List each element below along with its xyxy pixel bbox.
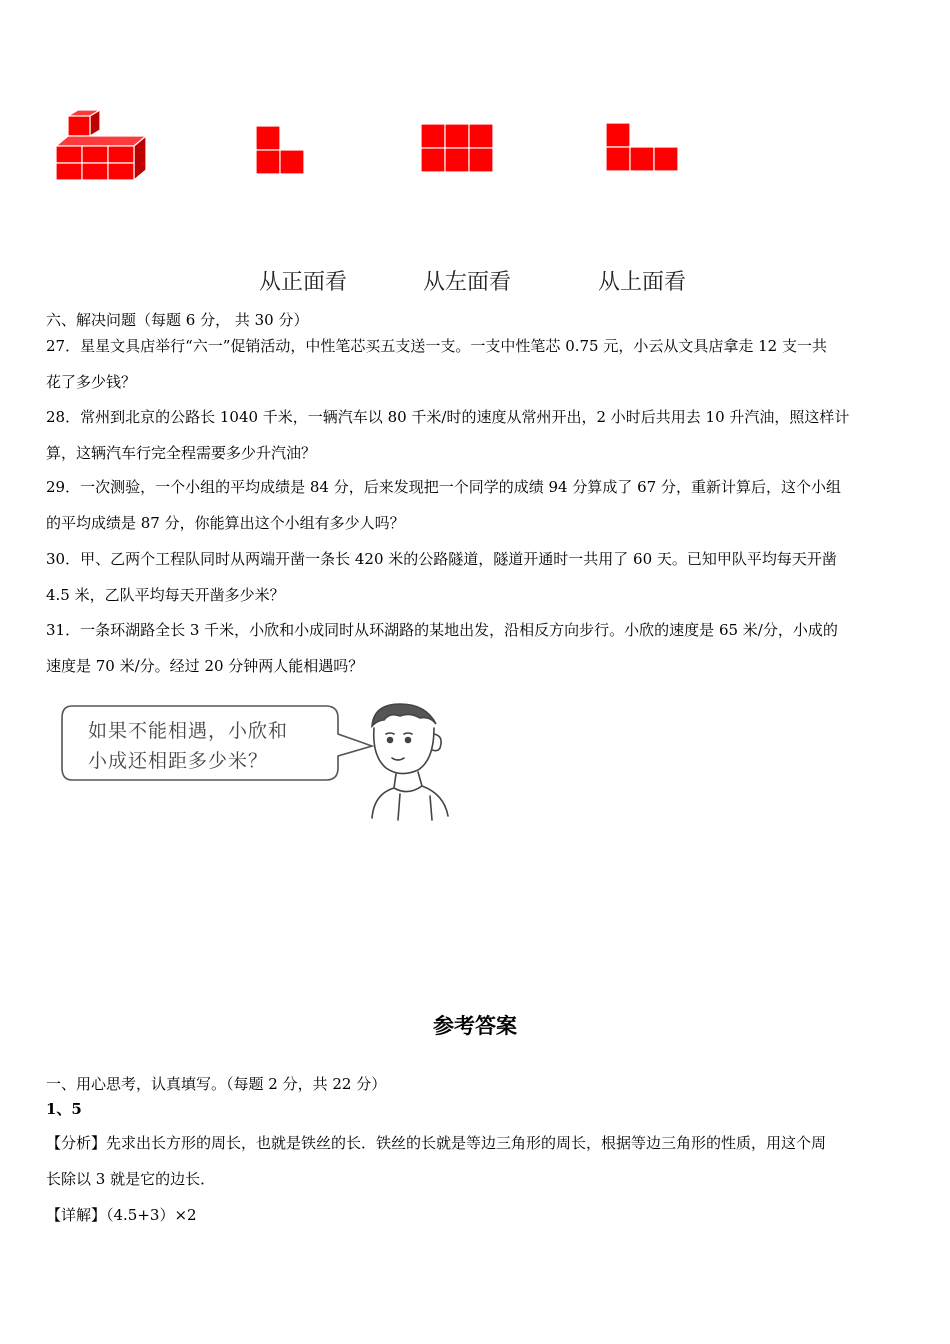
question-29-line-2: 的平均成绩是 87 分，你能算出这个小组有多少人吗？ — [46, 514, 405, 532]
bubble-text-line-1: 如果不能相遇，小欣和 — [88, 720, 289, 742]
question-30-line-1: 30．甲、乙两个工程队同时从两端开凿一条长 420 米的公路隧道，隧道开通时一共用了 60 天。已知甲队平均每天开凿 — [46, 550, 837, 568]
bubble-text-line-2: 小成还相距多少米？ — [88, 750, 269, 772]
front-view-shape — [254, 124, 306, 176]
detail-line: 【详解】（4.5+3）×2 — [46, 1206, 197, 1224]
answers-title: 参考答案 — [433, 1014, 517, 1038]
question-31-line-2: 速度是 70 米/分。经过 20 分钟两人能相遇吗？ — [46, 657, 364, 675]
answer-1: 1、5 — [46, 1100, 82, 1118]
question-30-line-2: 4.5 米，乙队平均每天开凿多少米？ — [46, 586, 285, 604]
caption-front-view: 从正面看 — [259, 270, 348, 295]
question-28-line-1: 28．常州到北京的公路长 1040 千米，一辆汽车以 80 千米/时的速度从常州开出，2 小时后共用去 10 升汽油，照这样计 — [46, 408, 850, 426]
answers-section-one-heading: 一、用心思考，认真填写。（每题 2 分，共 22 分） — [46, 1075, 387, 1093]
top-view-shape — [604, 121, 680, 173]
block-solid-3d — [50, 108, 154, 186]
caption-left-view: 从左面看 — [423, 270, 512, 295]
boy-illustration — [360, 698, 455, 823]
question-31-line-1: 31．一条环湖路全长 3 千米，小欣和小成同时从环湖路的某地出发，沿相反方向步行。小欣的速度是 65 米/分，小成的 — [46, 621, 838, 639]
question-27-line-1: 27．星星文具店举行“六一”促销活动，中性笔芯买五支送一支。一支中性笔芯 0.75 元，小云从文具店拿走 12 支一共 — [46, 337, 827, 355]
analysis-line-1: 【分析】先求出长方形的周长，也就是铁丝的长．铁丝的长就是等边三角形的周长，根据等边三角形的性质，用这个周 — [46, 1134, 827, 1152]
question-27-line-2: 花了多少钱？ — [46, 373, 137, 391]
question-28-line-2: 算，这辆汽车行完全程需要多少升汽油？ — [46, 444, 317, 462]
caption-top-view: 从上面看 — [598, 270, 687, 295]
section-six-heading: 六、解决问题（每题 6 分， 共 30 分） — [46, 311, 309, 329]
left-view-shape — [419, 122, 495, 174]
analysis-line-2: 长除以 3 就是它的边长． — [46, 1170, 216, 1188]
question-29-line-1: 29．一次测验，一个小组的平均成绩是 84 分，后来发现把一个同学的成绩 94 分算成了 67 分，重新计算后，这个小组 — [46, 478, 841, 496]
